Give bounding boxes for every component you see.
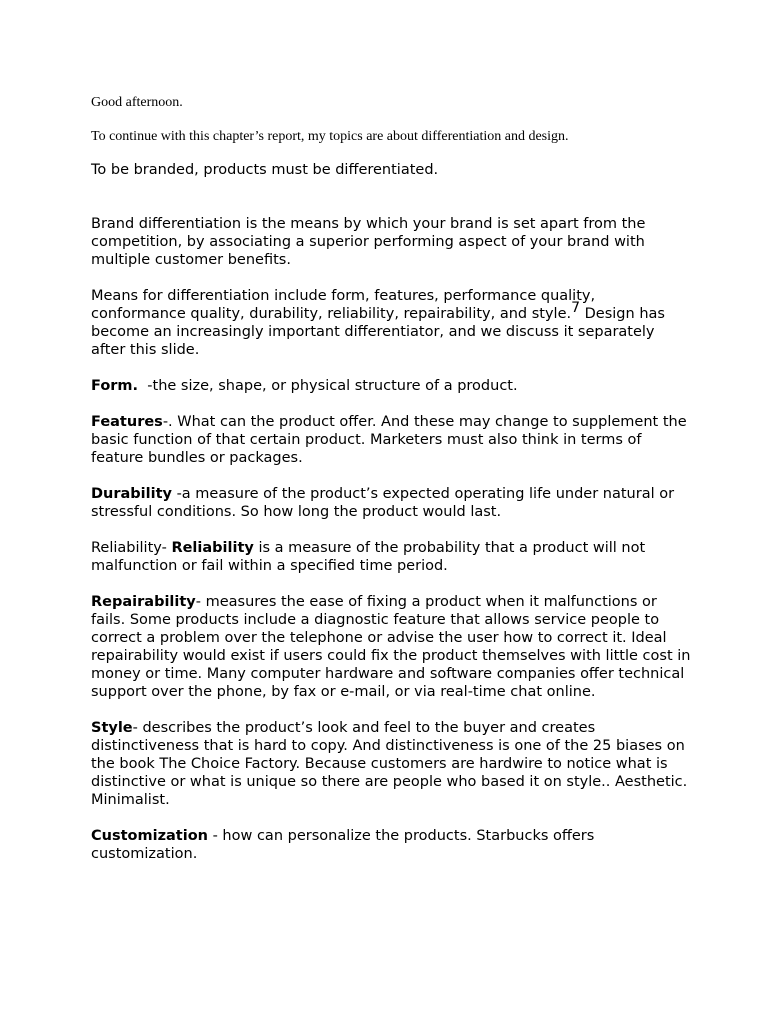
features-term: Features [91, 414, 163, 430]
document-page [91, 94, 691, 881]
customization-paragraph [91, 827, 691, 863]
durability-term: Durability [91, 486, 172, 502]
footnote-marker: 7 [571, 300, 581, 316]
form-term: Form. [91, 378, 139, 394]
means-paragraph [91, 287, 691, 359]
reliability-paragraph [91, 539, 691, 575]
durability-paragraph [91, 485, 691, 521]
repairability-paragraph [91, 593, 691, 701]
form-text: -the size, shape, or physical structure of a product. [138, 378, 518, 394]
repairability-term: Repairability [91, 594, 196, 610]
means-text: Means for differentiation include form, features, performance quality, conformance quality, durability, reliability, repairability, and style. [91, 288, 596, 322]
customization-text: - how can personalize the products. Starbucks offers customization. [91, 828, 595, 862]
repairability-text: - measures the ease of fixing a product when it malfunctions or fails. Some products include a diagnostic feature that allows service people to correct a problem over the telephone or advise the user how to correct it. Ideal repairability would exist if users could fix the product themselves with little cost in money or time. Many computer hardware and software companies offer technical support over the phone, by fax or e-mail, or via real-time chat online. [91, 594, 691, 700]
durability-text: -a measure of the product’s expected operating life under natural or stressful conditions. So how long the product would last. [91, 486, 675, 520]
branded-paragraph: To be branded, products must be differentiated. [91, 162, 439, 178]
features-text: -. What can the product offer. And these may change to supplement the basic function of that certain product. Marketers must also think in terms of feature bundles or packages. [91, 414, 687, 466]
reliability-term: Reliability [171, 540, 254, 556]
greeting: Good afternoon. [91, 95, 183, 110]
intro-paragraph: To continue with this chapter’s report, my topics are about differentiation and design. [91, 129, 569, 144]
style-term: Style [91, 720, 133, 736]
style-paragraph [91, 719, 691, 809]
reliability-prefix: Reliability- [91, 540, 172, 556]
means-text-after: Design has become an increasingly important differentiator, and we discuss it separately after this slide. [91, 306, 665, 358]
brand-differentiation-paragraph: Brand differentiation is the means by which your brand is set apart from the competition, by associating a superior performing aspect of your brand with multiple customer benefits. [91, 216, 646, 268]
customization-term: Customization [91, 828, 208, 844]
form-paragraph [91, 377, 691, 395]
style-text: - describes the product’s look and feel to the buyer and creates distinctiveness that is hard to copy. And distinctiveness is one of the 25 biases on the book The Choice Factory. Because customers are hardwire to notice what is distinctive or what is unique so there are people who based it on style.. Aesthetic. Minimalist. [91, 720, 688, 808]
reliability-text: is a measure of the probability that a product will not malfunction or fail within a specified time period. [91, 540, 646, 574]
features-paragraph [91, 413, 691, 467]
